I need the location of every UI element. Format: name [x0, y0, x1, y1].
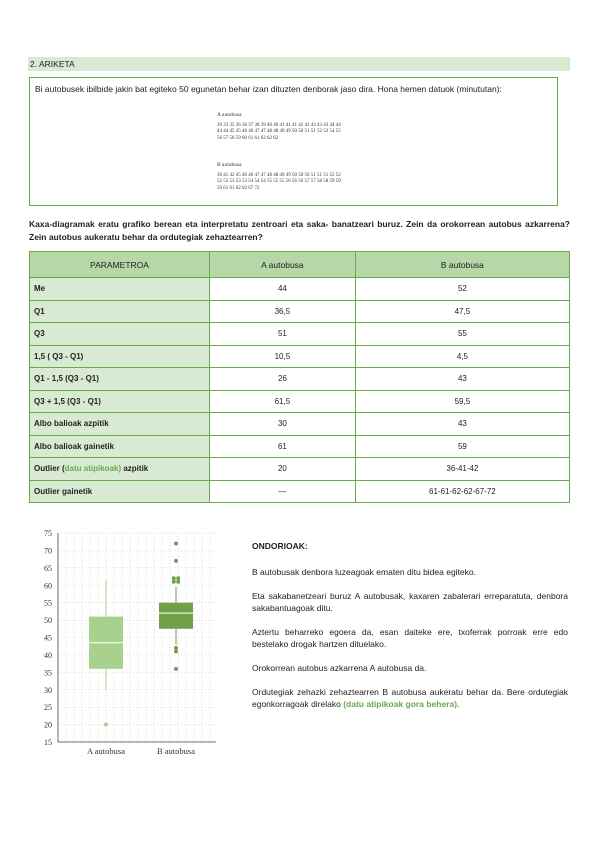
conclusion-paragraph: B autobusak denbora luzeagoak ematen ditu bidea egiteko. — [252, 567, 476, 577]
table-header: A autobusa — [210, 252, 356, 278]
outlier-point — [174, 646, 178, 650]
row-label: Q1 - 1,5 (Q3 - Q1) — [30, 368, 210, 391]
outlier-point — [174, 667, 178, 671]
value-a: 20 — [210, 458, 356, 481]
y-tick-label: 55 — [44, 598, 52, 608]
y-tick-label: 20 — [44, 720, 52, 730]
conclusions-title: ONDORIOAK: — [252, 541, 308, 551]
conclusion-text: . — [457, 699, 460, 709]
table-row — [30, 368, 570, 391]
bus-b-data-title: B autobusa — [217, 162, 242, 168]
table-header: B autobusa — [355, 252, 569, 278]
bus-b-data-line: 36 41 42 45 46 46 47 47 48 48 49 49 50 50 50 51 51 51 52 52 — [217, 173, 341, 179]
y-tick-label: 75 — [44, 529, 52, 538]
boxplot-chart — [28, 528, 228, 763]
row-label-highlight: datu atipikoak) — [64, 464, 122, 474]
y-tick-label: 40 — [44, 650, 52, 660]
table-row — [30, 278, 570, 301]
parameters-table — [29, 251, 570, 503]
value-b: 47,5 — [355, 300, 569, 323]
value-b: 4,5 — [355, 345, 569, 368]
row-label: Albo balioak azpitik — [30, 413, 210, 436]
row-label: Q1 — [30, 300, 210, 323]
value-a: — — [210, 480, 356, 503]
y-tick-label: 50 — [44, 616, 52, 626]
problem-text: Bi autobusek ibilbide jakin bat egiteko 50 egunetan behar izan dituzten denborak jaso dira. Hona hemen datuok (minututan): — [35, 84, 502, 94]
bus-a-data-title: A autobusa — [217, 112, 242, 118]
value-b: 59 — [355, 435, 569, 458]
table-row — [30, 390, 570, 413]
row-label: Q3 + 1,5 (Q3 - Q1) — [30, 390, 210, 413]
value-a: 61 — [210, 435, 356, 458]
box — [159, 603, 193, 629]
table-row — [30, 323, 570, 346]
value-b: 61-61-62-62-67-72 — [355, 480, 569, 503]
value-a: 10,5 — [210, 345, 356, 368]
row-label: 1,5 ( Q3 - Q1) — [30, 345, 210, 368]
table-row — [30, 458, 570, 481]
row-label: Albo balioak gainetik — [30, 435, 210, 458]
bus-b-data-line: 52 52 53 53 53 54 54 54 55 55 55 56 56 56 57 57 58 58 59 59 — [217, 179, 341, 185]
table-row — [30, 345, 570, 368]
y-tick-label: 70 — [44, 546, 52, 556]
x-category-label: A autobusa — [86, 746, 126, 756]
section-title: 2. ARIKETA — [30, 59, 75, 69]
outlier-point — [176, 580, 180, 584]
outlier-point — [174, 649, 178, 653]
conclusion-paragraph: Orokorrean autobus azkarrena A autobusa da. — [252, 663, 427, 673]
y-tick-label: 45 — [44, 633, 52, 643]
bus-b-data — [217, 162, 341, 192]
bus-a-data — [217, 112, 341, 142]
y-tick-label: 25 — [44, 703, 52, 713]
value-a: 61,5 — [210, 390, 356, 413]
value-b: 55 — [355, 323, 569, 346]
value-b: 59,5 — [355, 390, 569, 413]
problem-box — [29, 77, 558, 206]
value-a: 26 — [210, 368, 356, 391]
bus-a-data-line: 44 44 45 45 46 46 47 47 48 48 49 49 50 50 51 51 52 53 54 55 — [217, 129, 341, 135]
outlier-point — [174, 559, 178, 563]
conclusion-paragraph — [252, 686, 568, 710]
outlier-point — [174, 541, 178, 545]
value-b: 36-41-42 — [355, 458, 569, 481]
outlier-point — [172, 580, 176, 584]
table-row — [30, 300, 570, 323]
y-tick-label: 60 — [44, 581, 52, 591]
conclusion-text: Ordutegiak zehazki zehaztearren B autobusa aukeratu behar da. Bere ordutegiak egonkorragoak direlako — [252, 687, 568, 709]
table-row — [30, 435, 570, 458]
value-a: 36,5 — [210, 300, 356, 323]
y-tick-label: 65 — [44, 563, 52, 573]
row-label-part: Outlier ( — [34, 464, 65, 474]
value-a: 44 — [210, 278, 356, 301]
value-b: 52 — [355, 278, 569, 301]
y-tick-label: 35 — [44, 668, 52, 678]
row-label — [30, 458, 210, 481]
outlier-point — [176, 576, 180, 580]
value-a: 51 — [210, 323, 356, 346]
row-label-part: azpitik — [121, 464, 149, 474]
row-label: Outlier gainetik — [30, 480, 210, 503]
row-label: Q3 — [30, 323, 210, 346]
row-label: Me — [30, 278, 210, 301]
value-b: 43 — [355, 413, 569, 436]
conclusion-paragraph: Eta sakabanetzeari buruz A autobusak, kaxaren zabalerari erreparatuta, denbora sakabantuagoak ditu. — [252, 591, 568, 613]
section-header — [28, 57, 570, 71]
conclusions — [252, 540, 568, 722]
bus-a-data-line: 20 33 35 36 36 37 38 39 40 40 41 41 41 42 42 43 43 43 44 44 — [217, 123, 341, 129]
outlier-point — [172, 576, 176, 580]
value-a: 30 — [210, 413, 356, 436]
conclusion-paragraph: Aztertu beharreko egoera da, esan daiteke ere, txoferrak porroak erre edo bestelako drogak hartzen dituelako. — [252, 627, 568, 649]
y-tick-label: 15 — [44, 738, 52, 747]
bus-a-data-line: 56 57 58 59 60 61 61 62 62 62 — [217, 135, 279, 141]
value-b: 43 — [355, 368, 569, 391]
question-text: Kaxa-diagramak eratu grafiko berean eta interpretatu zentroari eta saka- banatzeari buruz. Zein da orokorrean autobus azkarrena? Zein autobus aukeratu behar da ordutegiak zehaztearren? — [29, 219, 570, 242]
table-row — [30, 413, 570, 436]
outlier-point — [104, 723, 108, 727]
conclusion-highlight: (datu atipikoak gora behera) — [343, 699, 458, 709]
table-header-row — [30, 252, 570, 278]
bus-b-data-line: 59 61 61 62 62 67 72 — [217, 185, 260, 191]
table-row — [30, 480, 570, 503]
x-category-label: B autobusa — [156, 746, 196, 756]
table-header: PARAMETROA — [30, 252, 210, 278]
y-tick-label: 30 — [44, 685, 52, 695]
